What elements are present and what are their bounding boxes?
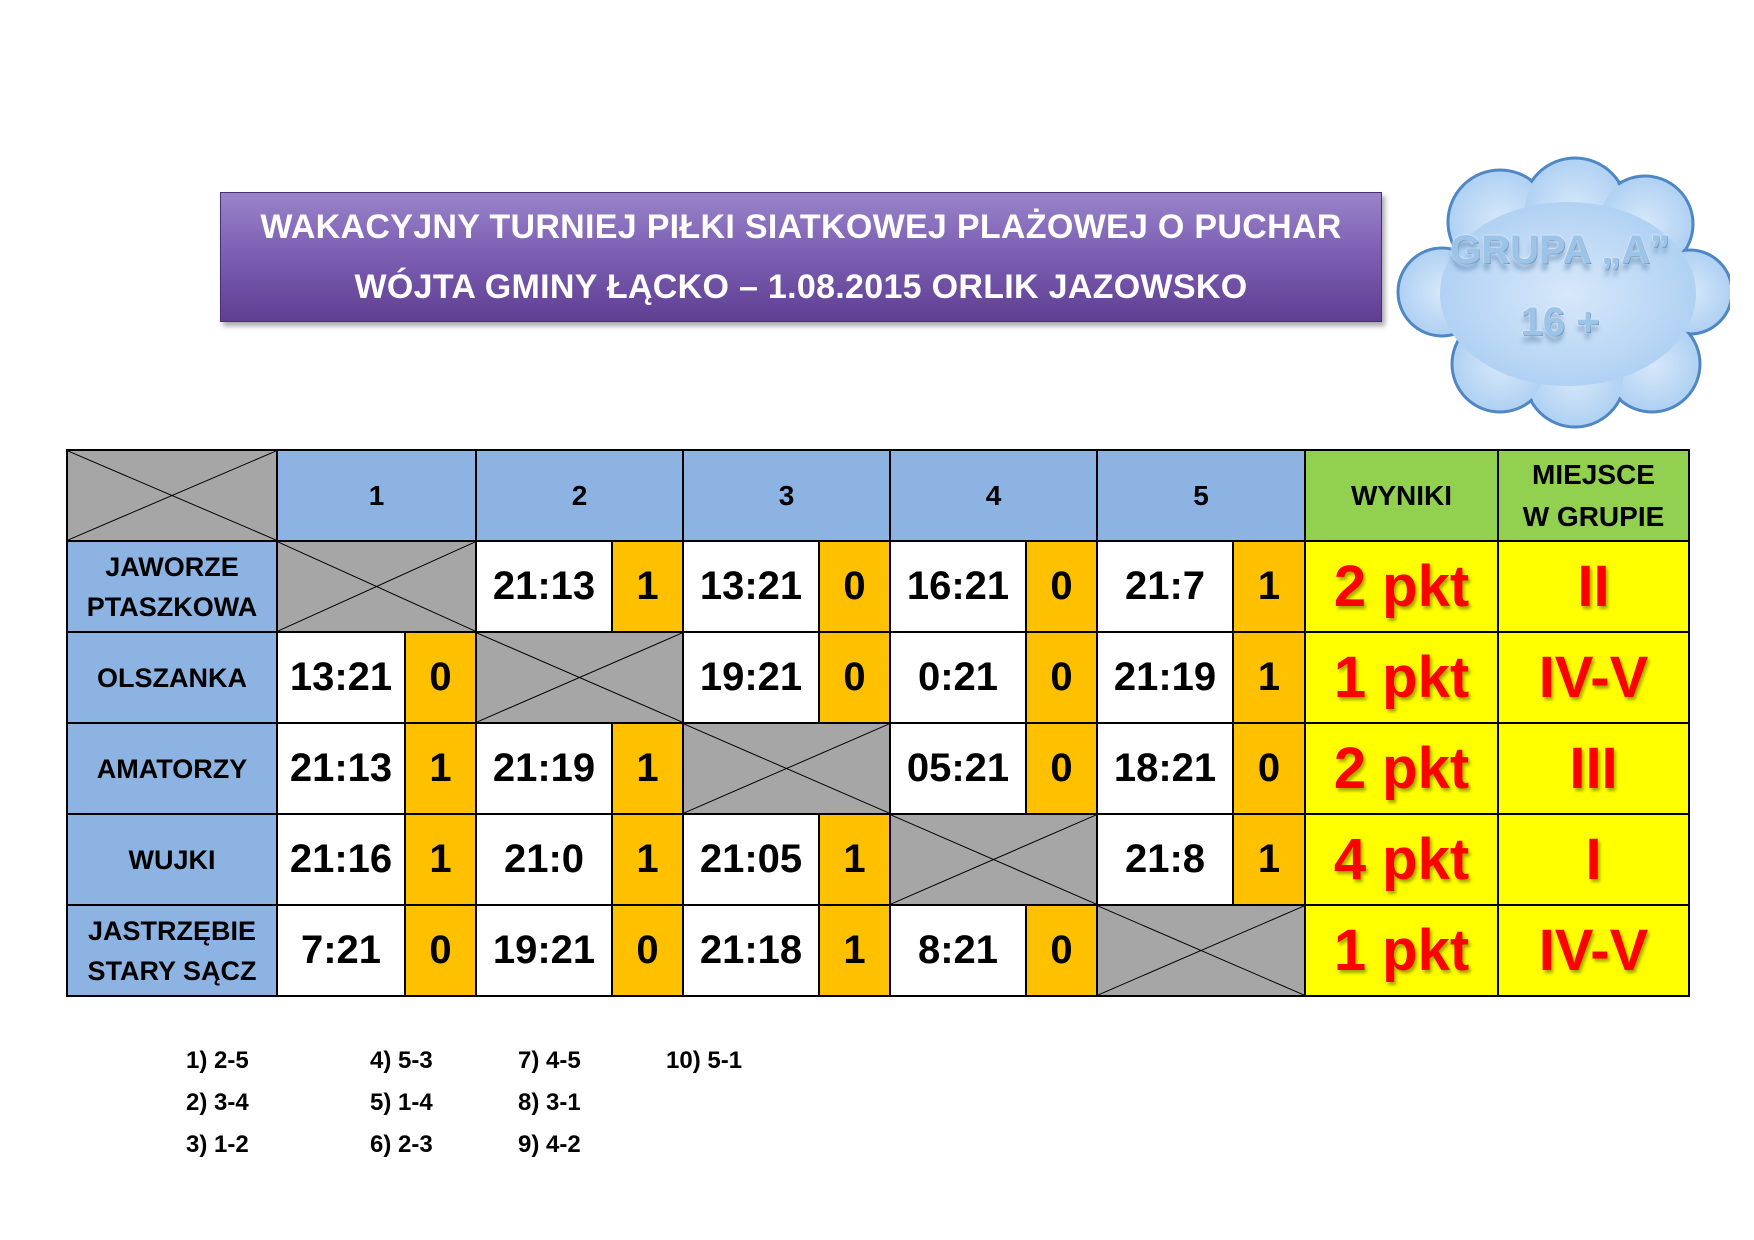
team-name-line2: PTASZKOWA: [86, 591, 258, 622]
schedule-column-2: [370, 1040, 433, 1166]
match-point-cell: 0: [1026, 905, 1097, 996]
wyniki-cell: 2 pkt: [1305, 723, 1498, 814]
match-score-cell: 21:13: [277, 723, 405, 814]
team-name-line1: OLSZANKA: [97, 662, 247, 693]
schedule-item: 1) 2-5: [186, 1047, 249, 1074]
match-point-cell: 0: [819, 541, 890, 632]
cross-icon: [891, 815, 1096, 904]
match-score-cell: 13:21: [277, 632, 405, 723]
match-point-cell: 0: [612, 905, 683, 996]
match-score-cell: 0:21: [890, 632, 1026, 723]
match-point-cell: 0: [405, 905, 476, 996]
miejsce-header: [1498, 450, 1689, 541]
group-age: 16 +: [1520, 300, 1600, 344]
team-name-line1: JASTRZĘBIE: [87, 915, 257, 946]
self-match-cross-cell: [476, 632, 683, 723]
column-header-2: 2: [476, 450, 683, 541]
schedule-item: 3) 1-2: [186, 1131, 249, 1158]
column-header-4: 4: [890, 450, 1097, 541]
match-score-cell: 16:21: [890, 541, 1026, 632]
cross-icon: [477, 633, 682, 722]
schedule-item: 6) 2-3: [370, 1131, 433, 1158]
team-name-cell: [67, 814, 277, 905]
match-point-cell: 1: [1233, 632, 1305, 723]
schedule-item: 8) 3-1: [518, 1089, 581, 1116]
match-point-cell: 1: [612, 814, 683, 905]
match-score-cell: 21:7: [1097, 541, 1233, 632]
cross-icon: [278, 542, 475, 631]
table-row: [67, 541, 1689, 632]
schedule-item: 4) 5-3: [370, 1047, 433, 1074]
miejsce-cell: IV-V: [1498, 905, 1689, 996]
match-point-cell: 0: [1026, 632, 1097, 723]
team-name-cell: [67, 632, 277, 723]
match-point-cell: 1: [405, 723, 476, 814]
cross-icon: [68, 451, 276, 540]
match-score-cell: 21:19: [1097, 632, 1233, 723]
match-point-cell: 1: [819, 814, 890, 905]
cross-icon: [1098, 906, 1304, 995]
match-score-cell: 21:19: [476, 723, 612, 814]
table-row: [67, 905, 1689, 996]
self-match-cross-cell: [1097, 905, 1305, 996]
wyniki-cell: 2 pkt: [1305, 541, 1498, 632]
self-match-cross-cell: [890, 814, 1097, 905]
match-point-cell: 0: [405, 632, 476, 723]
team-name-cell: [67, 541, 277, 632]
match-score-cell: 8:21: [890, 905, 1026, 996]
team-name-line2: STARY SĄCZ: [87, 955, 257, 986]
match-score-cell: 21:13: [476, 541, 612, 632]
match-score-cell: 21:05: [683, 814, 819, 905]
miejsce-header-line2: W GRUPIE: [1522, 500, 1665, 532]
match-point-cell: 1: [612, 541, 683, 632]
wyniki-cell: 1 pkt: [1305, 905, 1498, 996]
team-name-cell: [67, 905, 277, 996]
match-point-cell: 1: [1233, 541, 1305, 632]
cloud-shape: [1390, 152, 1730, 432]
schedule-column-3: [518, 1040, 581, 1166]
table-row: [67, 632, 1689, 723]
schedule-column-1: [186, 1040, 249, 1166]
match-point-cell: 0: [1026, 723, 1097, 814]
match-point-cell: 1: [819, 905, 890, 996]
team-name-line1: JAWORZE: [105, 551, 239, 582]
group-cloud: [1390, 152, 1730, 432]
self-match-cross-cell: [277, 541, 476, 632]
match-score-cell: 13:21: [683, 541, 819, 632]
schedule-column-4: [666, 1040, 742, 1082]
match-score-cell: 05:21: [890, 723, 1026, 814]
match-point-cell: 1: [1233, 814, 1305, 905]
title-banner: [220, 192, 1382, 322]
column-header-1: 1: [277, 450, 476, 541]
results-table: [66, 449, 1690, 997]
schedule-item: 7) 4-5: [518, 1047, 581, 1074]
schedule-item: 9) 4-2: [518, 1131, 581, 1158]
title-line-1: WAKACYJNY TURNIEJ PIŁKI SIATKOWEJ PLAŻOWEJ O PUCHAR: [260, 208, 1342, 246]
miejsce-cell: III: [1498, 723, 1689, 814]
corner-cross-cell: [67, 450, 277, 541]
self-match-cross-cell: [683, 723, 890, 814]
match-score-cell: 21:0: [476, 814, 612, 905]
schedule-item: 10) 5-1: [666, 1047, 743, 1074]
match-point-cell: 1: [612, 723, 683, 814]
team-name-cell: [67, 723, 277, 814]
wyniki-cell: 1 pkt: [1305, 632, 1498, 723]
match-score-cell: 7:21: [277, 905, 405, 996]
match-score-cell: 18:21: [1097, 723, 1233, 814]
miejsce-cell: II: [1498, 541, 1689, 632]
schedule-item: 5) 1-4: [370, 1089, 433, 1116]
schedule-item: 2) 3-4: [186, 1089, 249, 1116]
team-name-line1: WUJKI: [128, 844, 216, 875]
table-row: [67, 814, 1689, 905]
match-score-cell: 21:16: [277, 814, 405, 905]
header-row: [67, 450, 1689, 541]
table-row: [67, 723, 1689, 814]
match-point-cell: 0: [1233, 723, 1305, 814]
miejsce-cell: I: [1498, 814, 1689, 905]
match-score-cell: 21:18: [683, 905, 819, 996]
column-header-3: 3: [683, 450, 890, 541]
match-score-cell: 19:21: [476, 905, 612, 996]
group-name: GRUPA „A”: [1450, 228, 1670, 272]
team-name-line1: AMATORZY: [96, 753, 248, 784]
wyniki-cell: 4 pkt: [1305, 814, 1498, 905]
wyniki-header: WYNIKI: [1305, 450, 1498, 541]
cross-icon: [684, 724, 889, 813]
title-line-2: WÓJTA GMINY ŁĄCKO – 1.08.2015 ORLIK JAZOWSKO: [354, 268, 1248, 306]
match-point-cell: 0: [819, 632, 890, 723]
miejsce-header-line1: MIEJSCE: [1532, 458, 1655, 490]
match-score-cell: 19:21: [683, 632, 819, 723]
match-score-cell: 21:8: [1097, 814, 1233, 905]
match-point-cell: 0: [1026, 541, 1097, 632]
match-point-cell: 1: [405, 814, 476, 905]
miejsce-cell: IV-V: [1498, 632, 1689, 723]
column-header-5: 5: [1097, 450, 1305, 541]
